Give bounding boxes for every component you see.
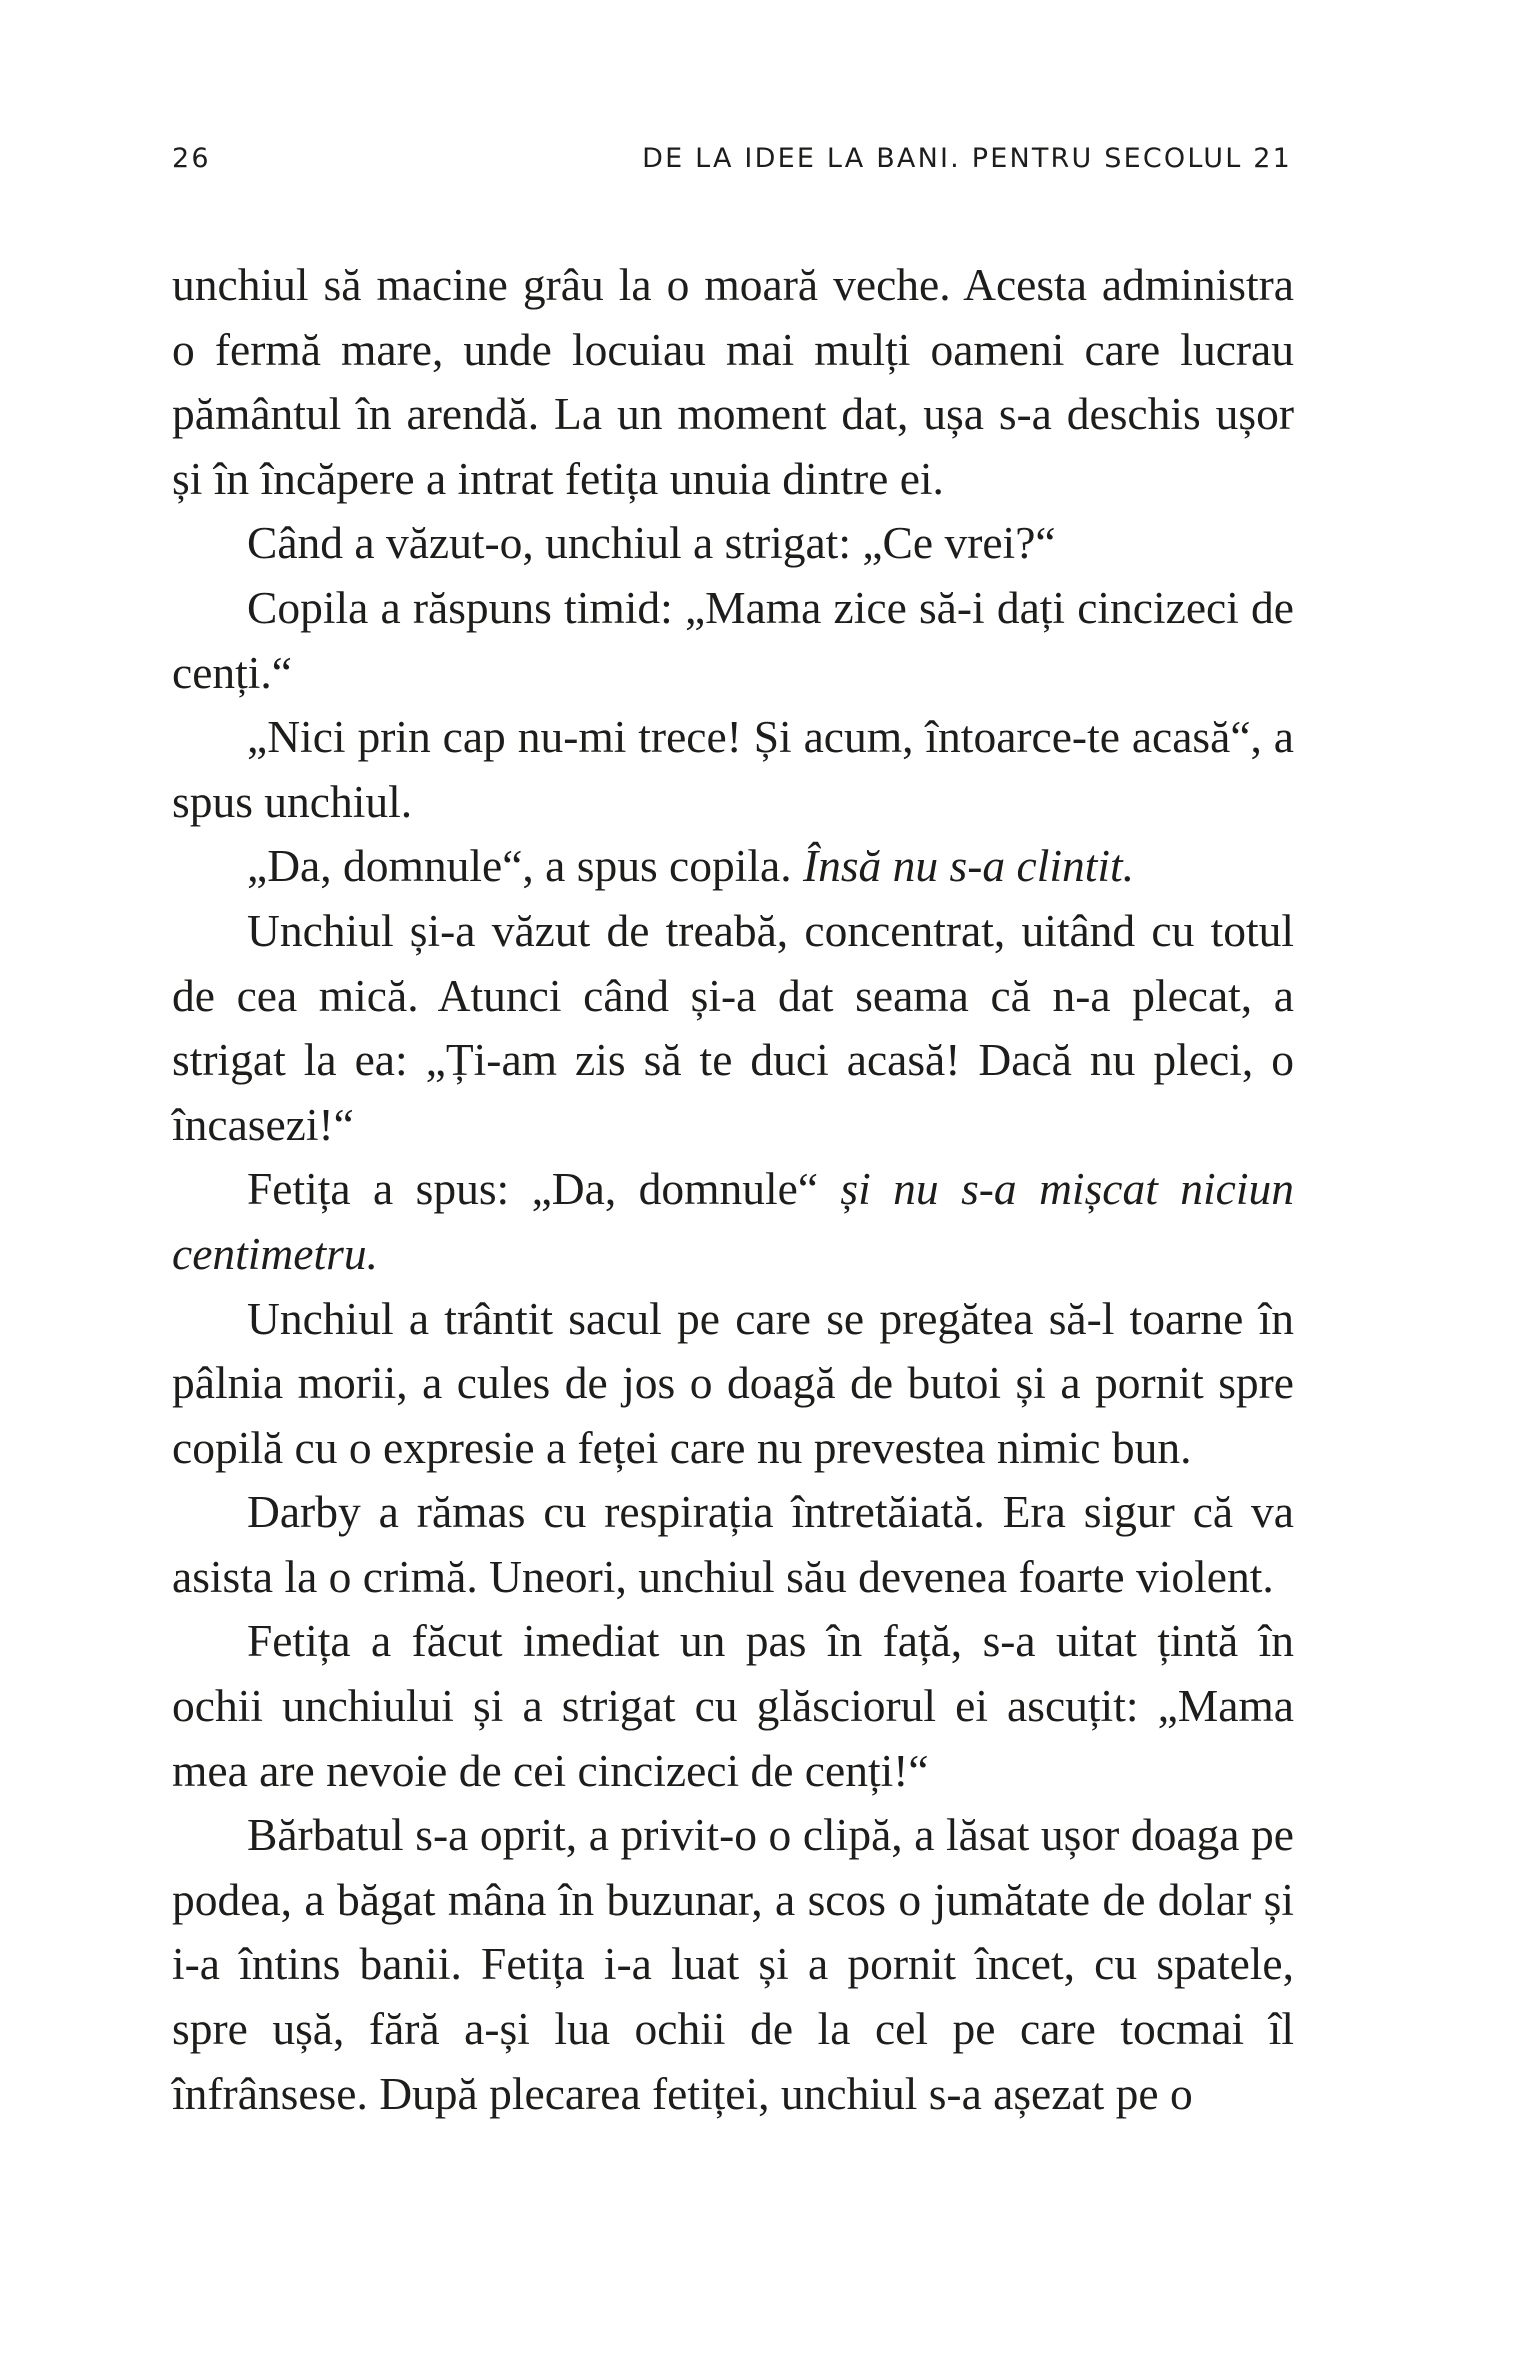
paragraph-text: unchiul să macine grâu la o moară veche. Acesta administra o fermă mare, unde locuiau mai mulți oameni care lucrau pământul în arendă. La un moment dat, ușa s-a deschis ușor și în încăpere a intrat fetița unuia dintre ei.	[172, 259, 1294, 504]
paragraph-2	[172, 511, 1294, 576]
paragraph-text: Unchiul și-a văzut de treabă, concentrat, uitând cu totul de cea mică. Atunci când și-a dat seama că n-a plecat, a strigat la ea: „Ți-am zis să te duci acasă! Dacă nu pleci, o încasezi!“	[172, 904, 1294, 1150]
paragraph-text: Unchiul a trântit sacul pe care se pregătea să-l toarne în pâlnia morii, a cules de jos o doagă de butoi și a pornit spre copilă cu o expresie a feței care nu prevestea nimic bun.	[172, 1292, 1294, 1473]
paragraph-1	[172, 253, 1294, 511]
paragraph-text: Bărbatul s-a oprit, a privit-o o clipă, a lăsat ușor doaga pe podea, a băgat mâna în buzunar, a scos o jumătate de dolar și i-a întins banii. Fetița i-a luat și a pornit încet, cu spatele, spre ușă, fără a-și lua ochii de la cel pe care tocmai îl înfrânsese. După plecarea fetiței, unchiul s-a așezat pe o	[172, 1809, 1294, 2119]
paragraph-italic-text: Însă nu s-a clintit.	[802, 840, 1135, 892]
paragraph-text: Fetița a făcut imediat un pas în față, s-a uitat țintă în ochii unchiului și a strigat cu glăsciorul ei ascuțit: „Mama mea are nevoie de cei cincizeci de cenți!“	[172, 1615, 1294, 1796]
paragraph-text: „Nici prin cap nu-mi trece! Și acum, întoarce-te acasă“, a spus unchiul.	[172, 711, 1294, 827]
paragraph-7	[172, 1157, 1294, 1286]
paragraph-text: Fetița a spus: „Da, domnule“	[247, 1163, 841, 1215]
page-header	[172, 143, 1292, 183]
paragraph-3	[172, 576, 1294, 705]
paragraph-italic-text: și nu s-a mișcat niciun centimetru.	[172, 1163, 1294, 1279]
paragraph-text: Copila a răspuns timid: „Mama zice să-i dați cincizeci de cenți.“	[172, 581, 1294, 698]
paragraph-text: „Da, domnule“, a spus copila.	[247, 840, 803, 892]
paragraph-9	[172, 1480, 1294, 1609]
paragraph-5	[172, 834, 1294, 899]
paragraph-8	[172, 1287, 1294, 1481]
paragraph-10	[172, 1609, 1294, 1803]
running-title: DE LA IDEE LA BANI. PENTRU SECOLUL 21	[642, 143, 1292, 174]
paragraph-text: Darby a rămas cu respirația întretăiată. Era sigur că va asista la o crimă. Uneori, unchiul său devenea foarte violent.	[172, 1486, 1294, 1602]
paragraph-4	[172, 705, 1294, 834]
paragraph-text: Când a văzut-o, unchiul a strigat: „Ce vrei?“	[247, 517, 1056, 569]
body-text	[172, 253, 1294, 2126]
paragraph-11	[172, 1803, 1294, 2126]
paragraph-6	[172, 899, 1294, 1157]
page-number: 26	[172, 143, 211, 174]
